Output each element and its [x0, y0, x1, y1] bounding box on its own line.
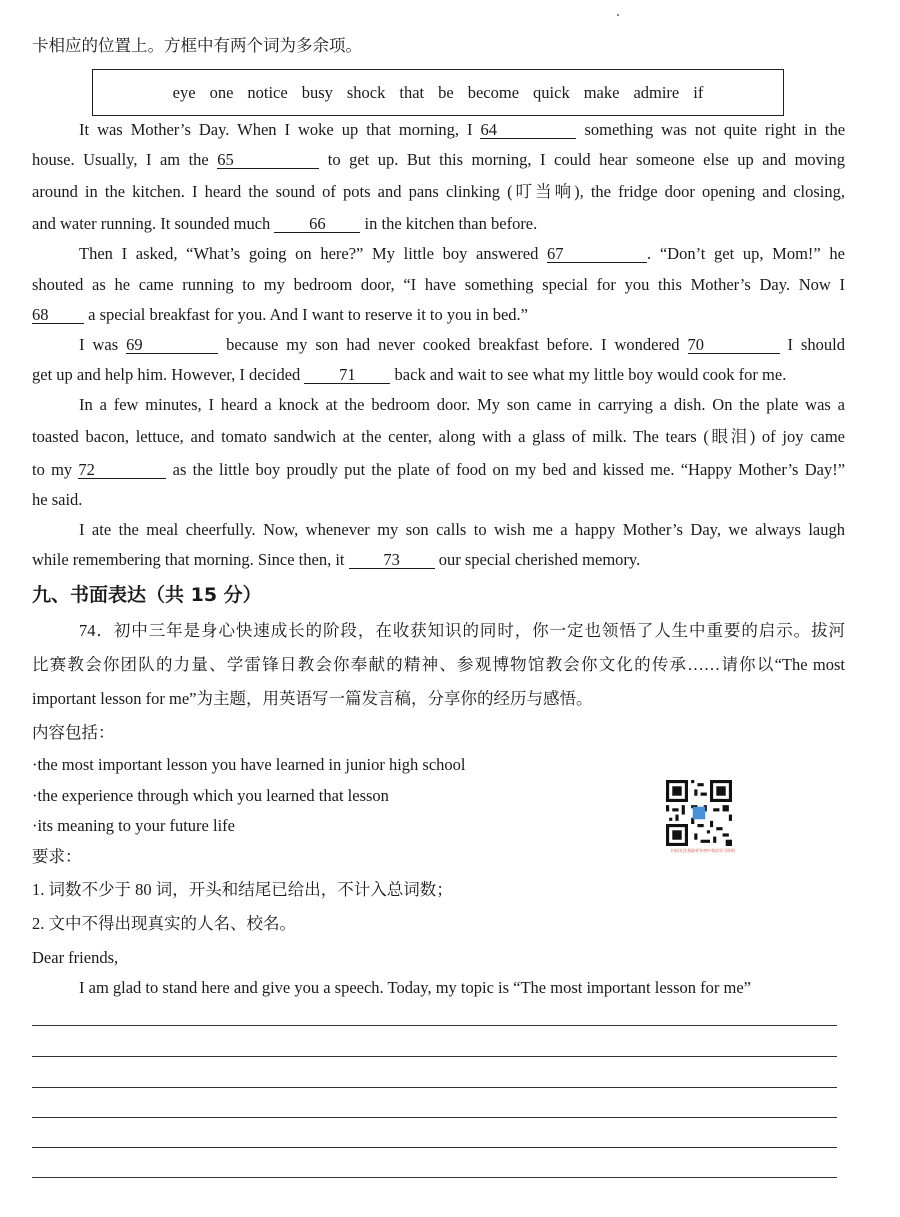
speech-greeting: Dear friends, [32, 948, 119, 967]
passage-line: I was 69 because my son had never cooked breakfast before. I wondered 70 I should [79, 335, 846, 354]
writing-prompt-line: important lesson for me”为主题，用英语写一篇发言稿，分享你的经历与感悟。 [32, 689, 593, 708]
blank-65[interactable]: 65 [217, 151, 319, 169]
intro-line: 卡相应的位置上。方框中有两个词为多余项。 [32, 36, 362, 55]
writing-prompt-line: 74．初中三年是身心快速成长的阶段，在收获知识的同时，你一定也领悟了人生中重要的启示。拔河 [79, 621, 845, 640]
word-bank-item: quick [533, 82, 570, 102]
blank-64[interactable]: 64 [480, 121, 576, 139]
passage-line: while remembering that morning. Since then, it 73 our special cherished memory. [32, 550, 641, 569]
word-bank-item: shock [346, 82, 386, 102]
answer-line[interactable] [32, 1025, 837, 1026]
blank-66[interactable]: 66 [274, 215, 360, 233]
answer-line[interactable] [32, 1087, 837, 1088]
requirements-label: 要求： [32, 847, 82, 866]
passage-line: get up and help him. However, I decided 71 back and wait to see what my little boy would cook for me. [32, 365, 787, 384]
word-bank-item: admire [633, 82, 680, 102]
passage-line: and water running. It sounded much 66 in the kitchen than before. [32, 214, 538, 233]
passage-line: In a few minutes, I heard a knock at the bedroom door. My son came in carrying a dish. On the plate was a [79, 395, 845, 414]
word-bank-item: that [399, 82, 425, 102]
passage-line: house. Usually, I am the 65 to get up. But this morning, I could hear someone else up and moving [32, 150, 846, 169]
stray-dot [617, 14, 619, 16]
word-bank-item: make [583, 82, 620, 102]
word-bank-item: become [467, 82, 520, 102]
passage-line: 68 a special breakfast for you. And I want to reserve it to you in bed.” [32, 305, 528, 324]
passage-line: around in the kitchen. I heard the sound of pots and pans clinking (叮当响), the fridge door opening and closing, [32, 182, 845, 201]
passage-line: shouted as he came running to my bedroom door, “I have something special for you this Mother’s Day. Now I [32, 275, 845, 294]
answer-line[interactable] [32, 1117, 837, 1118]
blank-69[interactable]: 69 [126, 336, 218, 354]
answer-line[interactable] [32, 1056, 837, 1057]
content-bullet: ·the most important lesson you have learned in junior high school [32, 755, 466, 774]
section-title: 九、书面表达（共 15 分） [32, 584, 262, 606]
content-bullet: ·its meaning to your future life [32, 816, 235, 835]
content-label: 内容包括： [32, 723, 115, 742]
passage-line: Then I asked, “What’s going on here?” My little boy answered 67 . “Don’t get up, Mom!” he [79, 244, 846, 263]
qr-code-icon [664, 780, 734, 846]
word-bank-item: be [438, 82, 454, 102]
word-bank-item: notice [247, 82, 288, 102]
blank-68[interactable]: 68 [32, 306, 84, 324]
passage-line: he said. [32, 490, 83, 509]
writing-prompt-line: 比赛教会你团队的力量、学雷锋日教会你奉献的精神、参观博物馆教会你文化的传承……请你以“The most [32, 655, 845, 674]
word-bank-box [92, 69, 784, 116]
word-bank-item: eye [172, 82, 196, 102]
requirement-item: 2. 文中不得出现真实的人名、校名。 [32, 914, 296, 933]
speech-opening: I am glad to stand here and give you a speech. Today, my topic is “The most important lesson for me” [79, 978, 751, 997]
passage-line: I ate the meal cheerfully. Now, whenever my son calls to wish me a happy Mother’s Day, we always laugh [79, 520, 845, 539]
answer-line[interactable] [32, 1147, 837, 1148]
answer-line[interactable] [32, 1177, 837, 1178]
passage-line: It was Mother’s Day. When I woke up that morning, I 64 something was not quite right in the [79, 120, 846, 139]
word-bank-item: if [693, 82, 704, 102]
blank-67[interactable]: 67 [547, 245, 647, 263]
word-bank-item: busy [301, 82, 333, 102]
blank-70[interactable]: 70 [688, 336, 780, 354]
requirement-item: 1. 词数不少于 80 词，开头和结尾已给出，不计入总词数； [32, 880, 453, 899]
content-bullet: ·the experience through which you learned that lesson [32, 786, 389, 805]
passage-line: toasted bacon, lettuce, and tomato sandwich at the center, along with a glass of milk. The tears (眼泪) of joy came [32, 427, 845, 446]
blank-73[interactable]: 73 [349, 551, 435, 569]
passage-line: to my 72 as the little boy proudly put the plate of food on my bed and kissed me. “Happy Mother’s Day!” [32, 460, 846, 479]
blank-71[interactable]: 71 [304, 366, 390, 384]
qr-caption: 扫码关注获取更多初中英语学习资料 [671, 848, 735, 853]
blank-72[interactable]: 72 [78, 461, 166, 479]
word-bank-item: one [209, 82, 234, 102]
